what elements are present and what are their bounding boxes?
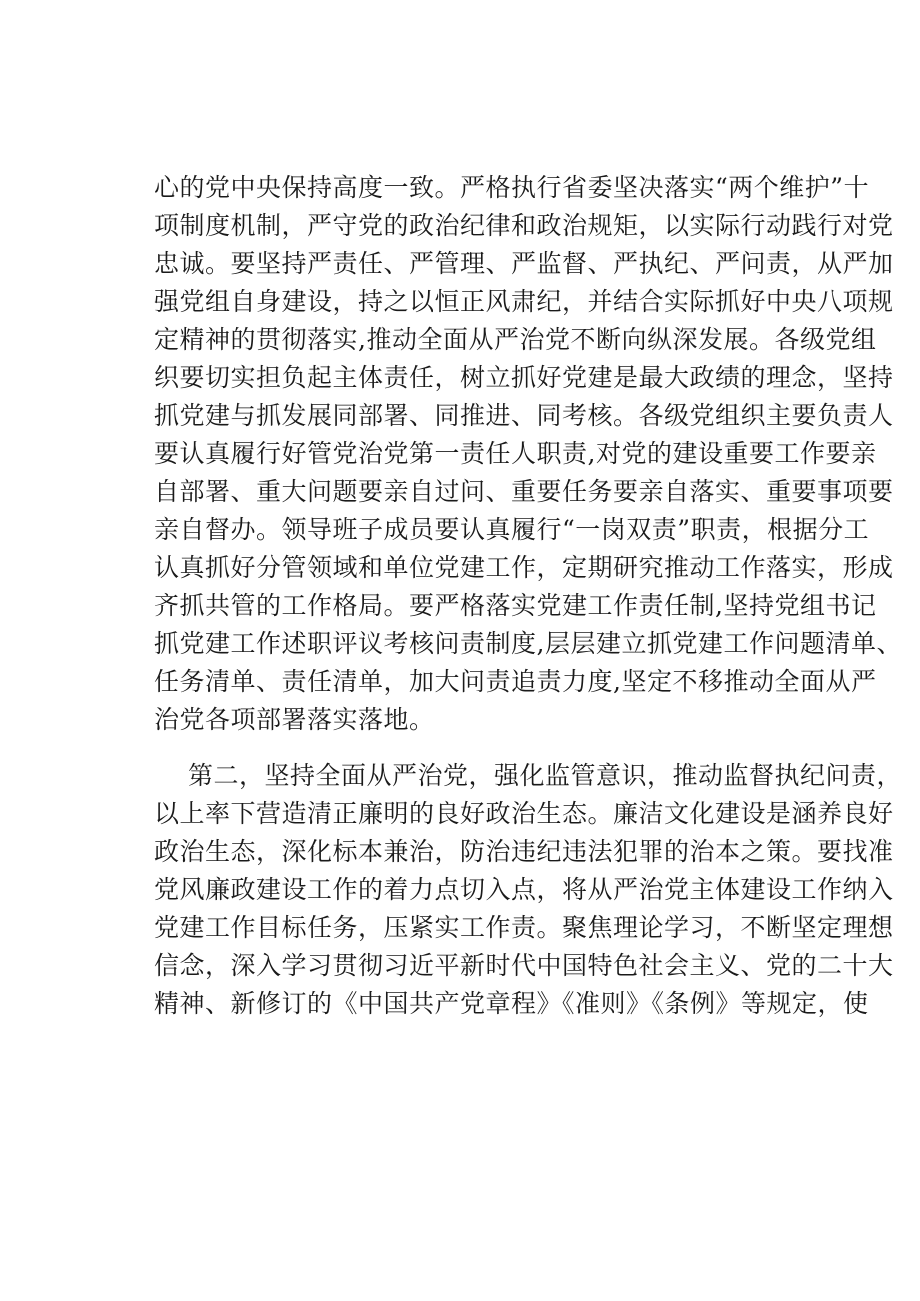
paragraph-line: 治党各项部署落实落地。 [154,705,435,734]
paragraph-line: 齐抓共管的工作格局。要严格落实党建工作责任制,坚持党组书记 [154,591,877,620]
paragraph-line: 第二，坚持全面从严治党，强化监管意识，推动监督执纪问责， [188,761,903,790]
paragraph-line: 政治生态，深化标本兼治，防治违纪违法犯罪的治本之策。要找准 [154,837,894,866]
paragraph-line: 精神、新修订的《中国共产党章程》《准则》《条例》等规定，使 [154,989,869,1018]
paragraph-line: 抓党建工作述职评议考核问责制度,层层建立抓党建工作问题清单、 [154,629,902,658]
paragraph-line: 亲自督办。领导班子成员要认真履行“一岗双责”职责，根据分工 [154,515,870,544]
paragraph-line: 信念，深入学习贯彻习近平新时代中国特色社会主义、党的二十大 [154,951,894,980]
paragraph-line: 要认真履行好管党治党第一责任人职责,对党的建设重要工作要亲 [154,439,877,468]
paragraph-line: 心的党中央保持高度一致。严格执行省委坚决落实“两个维护”十 [154,173,870,202]
paragraph-line: 强党组自身建设，持之以恒正风肃纪，并结合实际抓好中央八项规 [154,287,894,316]
paragraph-line: 认真抓好分管领域和单位党建工作，定期研究推动工作落实，形成 [154,553,894,582]
paragraph-line: 党风廉政建设工作的着力点切入点，将从严治党主体建设工作纳入 [154,875,894,904]
paragraph-line: 抓党建与抓发展同部署、同推进、同考核。各级党组织主要负责人 [154,401,894,430]
paragraph-line: 任务清单、责任清单，加大问责追责力度,坚定不移推动全面从严 [154,667,877,696]
paragraph-line: 党建工作目标任务，压紧实工作责。聚焦理论学习，不断坚定理想 [154,913,894,942]
paragraph-line: 织要切实担负起主体责任，树立抓好党建是最大政绩的理念，坚持 [154,363,894,392]
paragraph-line: 忠诚。要坚持严责任、严管理、严监督、严执纪、严问责，从严加 [154,249,894,278]
paragraph-line: 以上率下营造清正廉明的良好政治生态。廉洁文化建设是涵养良好 [154,799,894,828]
paragraph-line: 自部署、重大问题要亲自过问、重要任务要亲自落实、重要事项要 [154,477,894,506]
paragraph-line: 项制度机制，严守党的政治纪律和政治规矩，以实际行动践行对党 [154,211,894,240]
paragraph-line: 定精神的贯彻落实,推动全面从严治党不断向纵深发展。各级党组 [154,325,877,354]
